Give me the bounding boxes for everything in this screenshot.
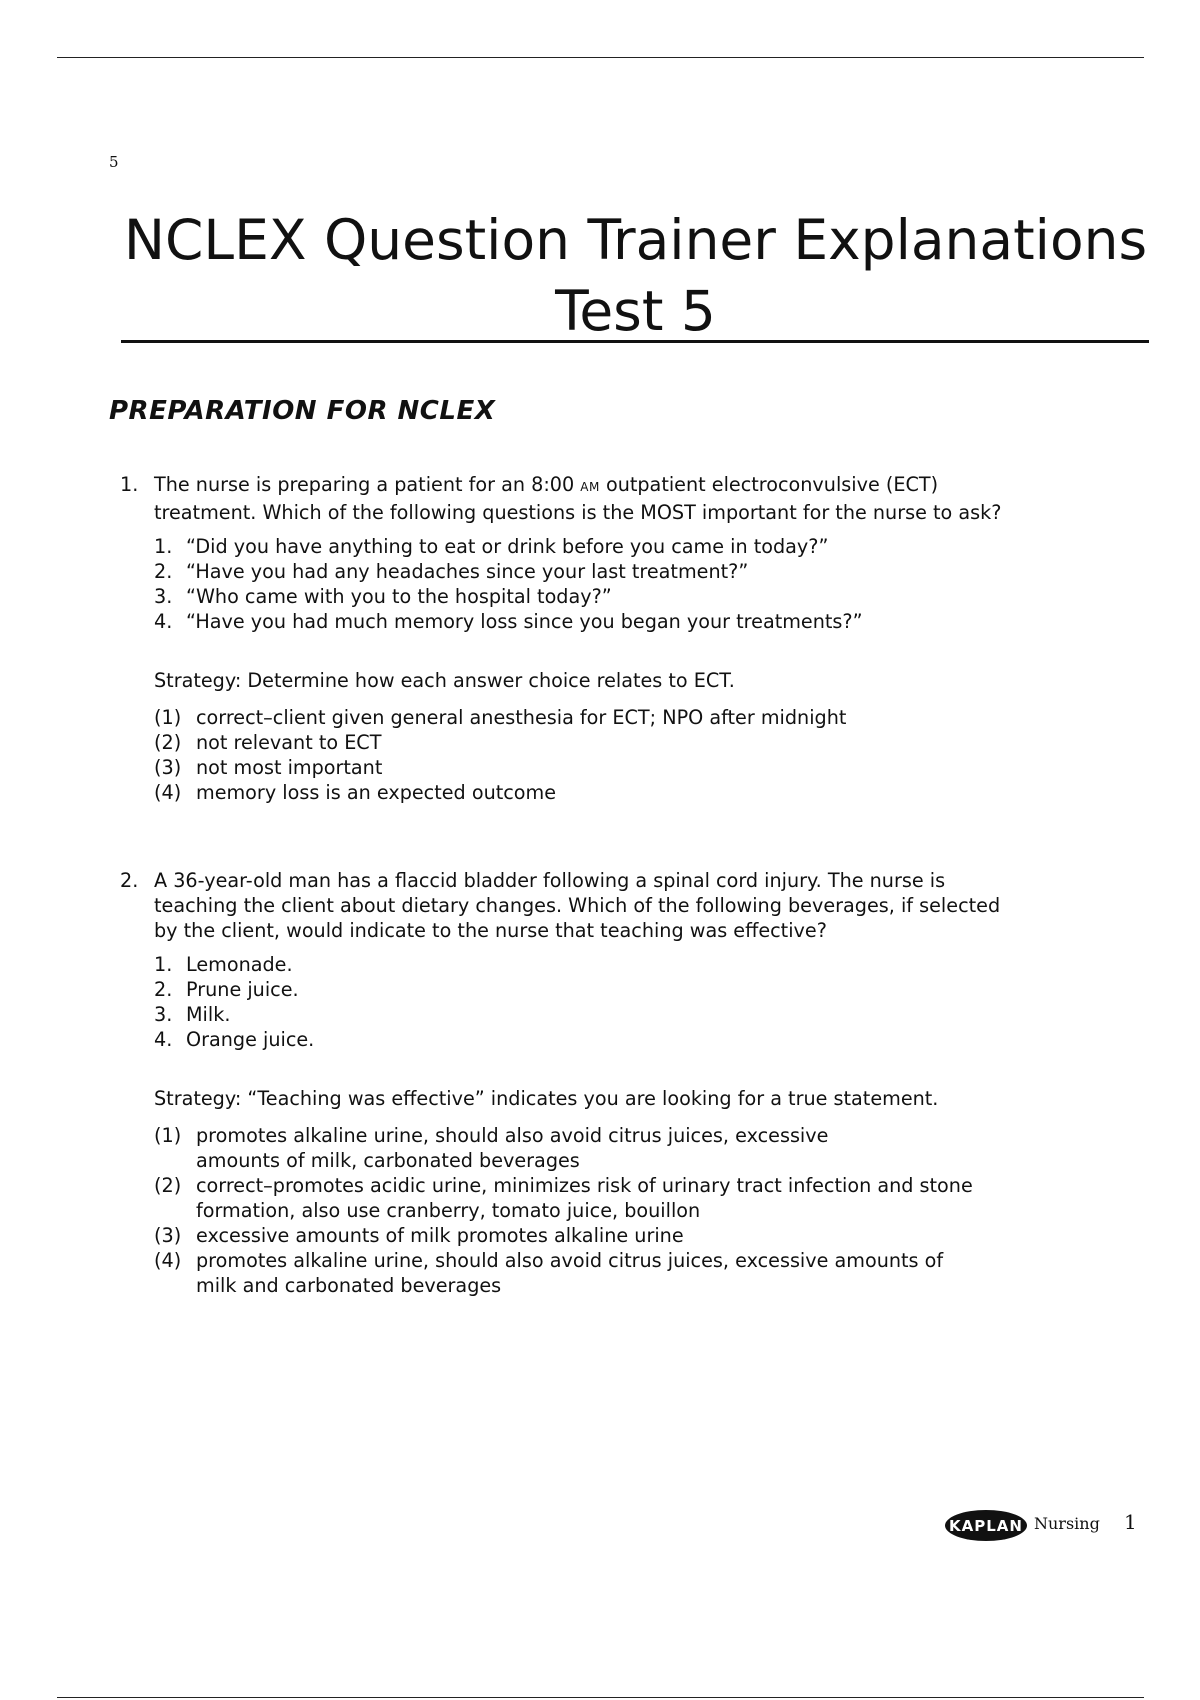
question-number: 2. [120,869,139,892]
answer-choices [154,952,1020,1052]
answer-choice: 3. “Who came with you to the hospital today?” [154,585,612,608]
bottom-rule [57,1697,1144,1698]
question-text: A 36-year-old man has a flaccid bladder following a spinal cord injury. The nurse is teaching the client about dietary changes. Which of the following beverages, if selected by the client, would indicate to the nurse that teaching was effective? [154,869,1001,942]
section-heading: PREPARATION FOR NCLEX [109,396,496,426]
kaplan-logo [944,1509,1028,1542]
explanation-item: (3) excessive amounts of milk promotes alkaline urine [154,1224,684,1247]
top-rule [57,57,1144,58]
answer-choice: 1. Lemonade. [154,953,293,976]
question-text: The nurse is preparing a patient for an 8:00 AM outpatient electroconvulsive (ECT) treatment. Which of the following questions is the MOST important for the nurse to ask? [154,473,1002,524]
explanation-item: (4) promotes alkaline urine, should also avoid citrus juices, excessive amounts of milk and carbonated beverages [154,1249,944,1297]
answer-choice: 4. Orange juice. [154,1028,315,1051]
answer-explanations [154,705,1020,805]
explanation-item: (1) correct–client given general anesthesia for ECT; NPO after midnight [154,706,847,729]
logo-text: KAPLAN [949,1517,1023,1535]
question-number: 1. [120,473,139,496]
question-1 [120,472,1020,824]
title-underline [121,340,1149,343]
strategy-text: Strategy: Determine how each answer choice relates to ECT. [154,669,735,692]
page-number: 1 [1124,1510,1137,1534]
answer-choice: 4. “Have you had much memory loss since you began your treatments?” [154,610,863,633]
title-line-2: Test 5 [555,279,716,343]
page-title [122,205,1149,347]
answer-choices [154,534,1020,634]
answer-choice: 1. “Did you have anything to eat or drink before you came in today?” [154,535,829,558]
answer-choice: 2. Prune juice. [154,978,299,1001]
explanation-item: (3) not most important [154,756,383,779]
explanation-item: (4) memory loss is an expected outcome [154,781,557,804]
explanation-item: (2) correct–promotes acidic urine, minimizes risk of urinary tract infection and stone formation, also use cranberry, tomato juice, bouillon [154,1174,973,1222]
strategy-text: Strategy: “Teaching was effective” indicates you are looking for a true statement. [154,1087,939,1110]
title-line-1: NCLEX Question Trainer Explanations [123,208,1148,272]
explanation-item: (2) not relevant to ECT [154,731,382,754]
am-marker: AM [580,480,600,494]
logo-subtext: Nursing [1034,1514,1100,1533]
answer-choice: 3. Milk. [154,1003,231,1026]
answer-explanations [154,1123,974,1298]
explanation-item: (1) promotes alkaline urine, should also avoid citrus juices, excessive amounts of milk, carbonated beverages [154,1124,829,1172]
chapter-number: 5 [109,153,119,171]
answer-choice: 2. “Have you had any headaches since your last treatment?” [154,560,749,583]
question-2 [120,868,1020,1317]
